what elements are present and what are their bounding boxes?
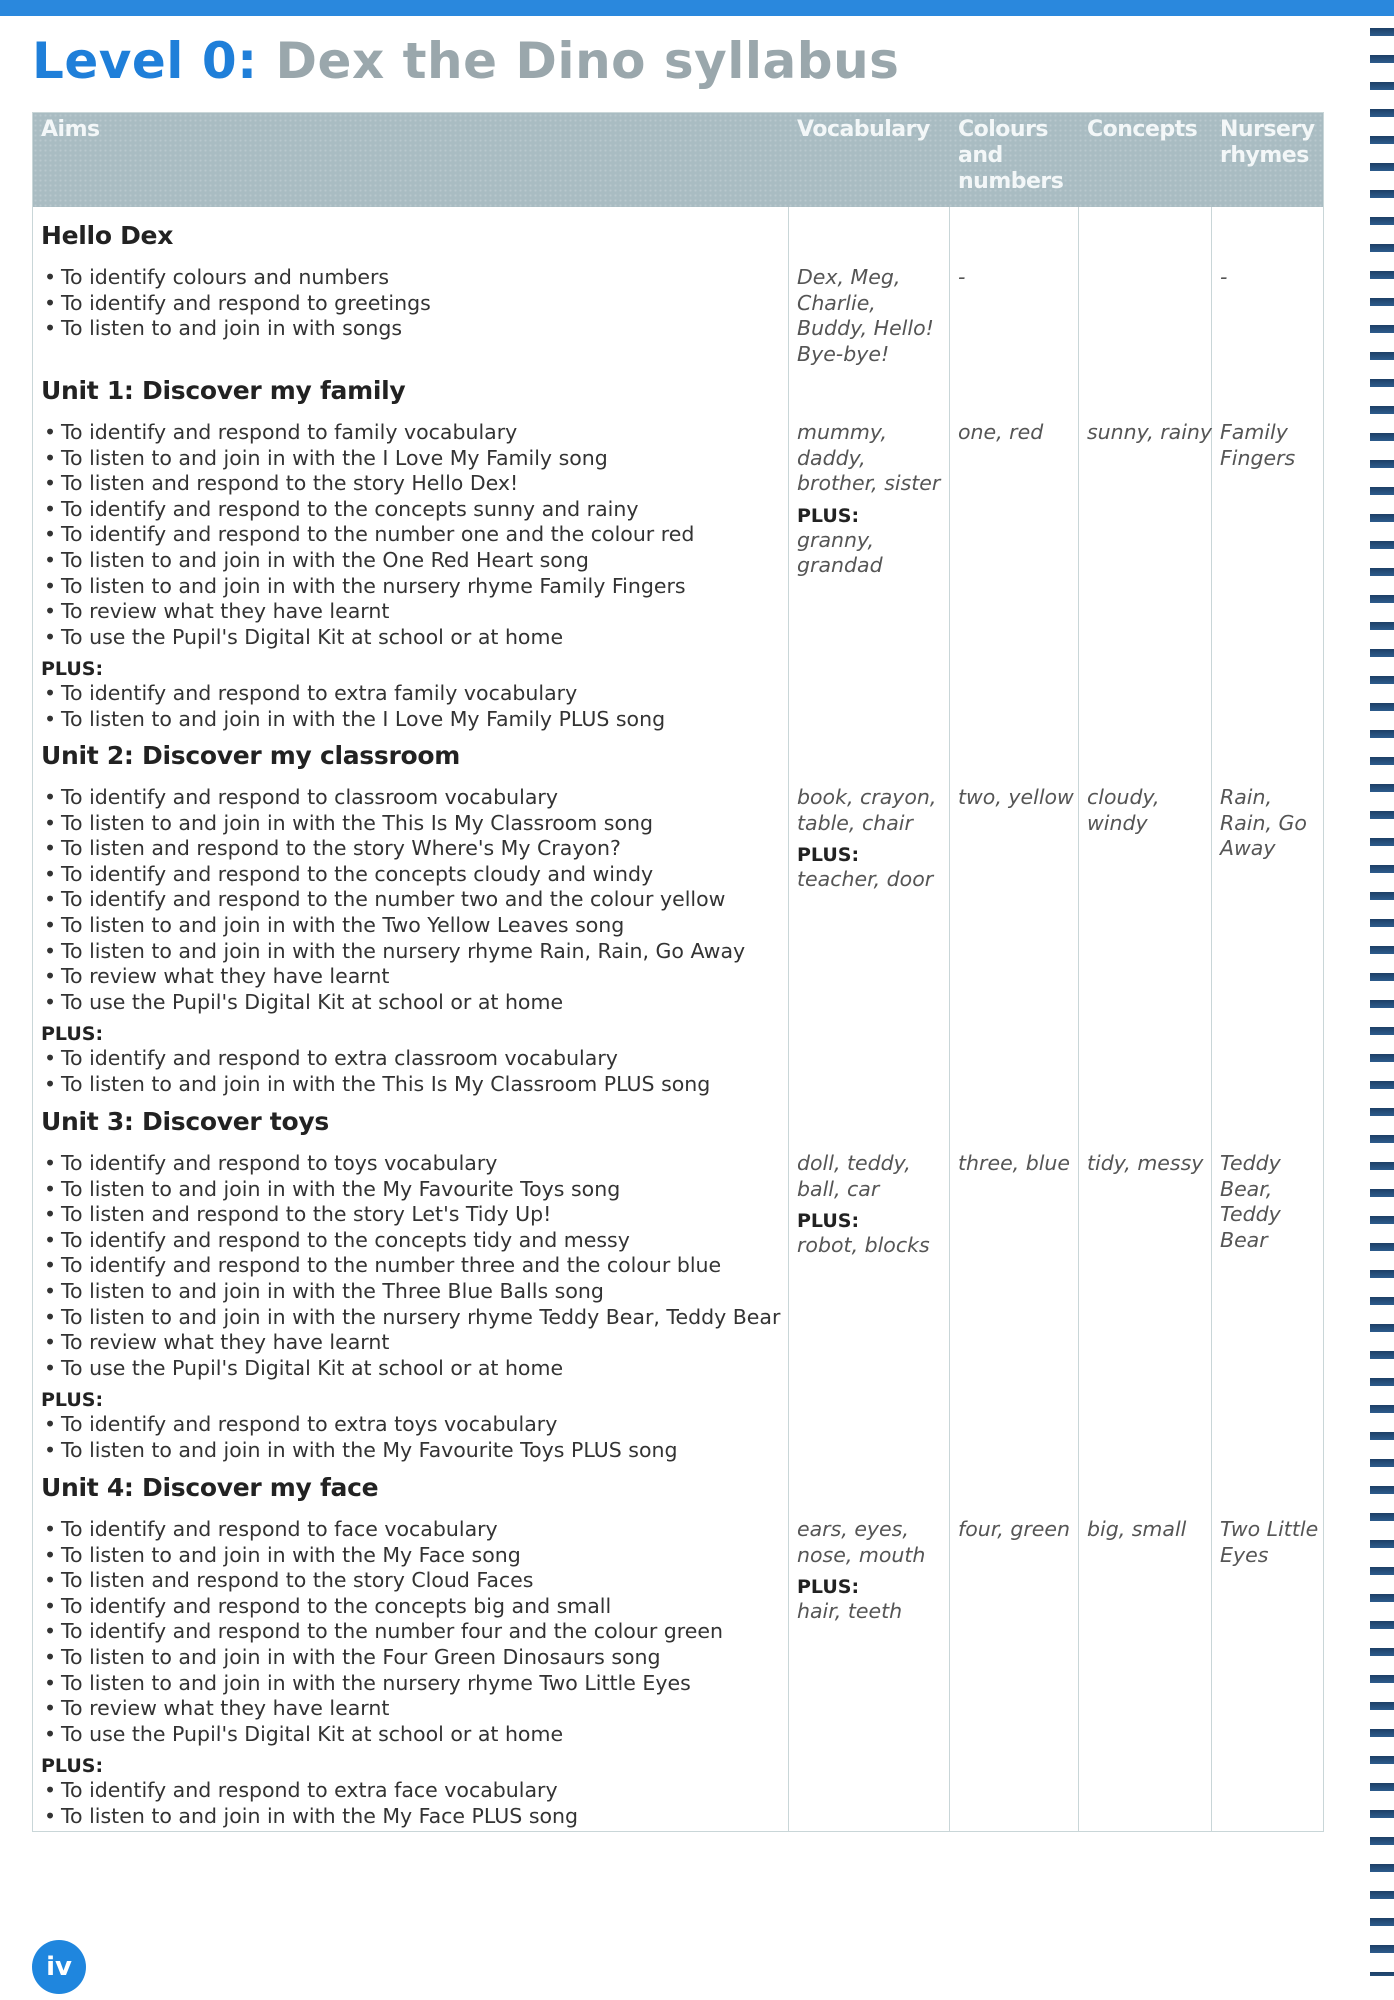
concepts-cell: cloudy, windy [1087, 785, 1160, 835]
aim-item: • To identify and respond to greetings [41, 291, 781, 317]
page-title [32, 32, 899, 90]
colours-numbers-cell: one, red [958, 420, 1044, 444]
plus-aim-item: • To identify and respond to extra classroom vocabulary [41, 1046, 781, 1072]
plus-label: PLUS: [41, 1023, 104, 1046]
vocabulary-text: book, crayon, table, chair [797, 785, 937, 835]
aim-item: • To listen to and join in with the nursery rhyme Two Little Eyes [41, 1671, 781, 1697]
concepts-cell: sunny, rainy [1087, 420, 1213, 444]
aim-item: • To listen and respond to the story Where's My Crayon? [41, 836, 781, 862]
plus-aim-item: • To listen to and join in with the My Face PLUS song [41, 1804, 781, 1830]
plus-aim-item: • To listen to and join in with the I Love My Family PLUS song [41, 707, 781, 733]
unit-title: Unit 1: Discover my family [41, 376, 406, 405]
unit-aims [41, 1151, 781, 1464]
page-number-badge: iv [32, 1940, 86, 1994]
aim-item: • To listen to and join in with the My Face song [41, 1543, 781, 1569]
spiral-binding [1370, 16, 1394, 1976]
top-banner [0, 0, 1394, 16]
aim-item: • To identify and respond to the concepts sunny and rainy [41, 497, 781, 523]
vocabulary-plus-label: PLUS: [797, 1576, 860, 1599]
aim-item: • To listen and respond to the story Hello Dex! [41, 471, 781, 497]
vocabulary-plus-text: granny, grandad [797, 527, 883, 578]
column-divider [1078, 207, 1079, 1831]
nursery-rhymes-cell: Rain, Rain, Go Away [1220, 785, 1307, 861]
aim-item: • To identify and respond to the concepts tidy and messy [41, 1228, 781, 1254]
plus-aim-item: • To identify and respond to extra face vocabulary [41, 1778, 781, 1804]
aim-item: • To review what they have learnt [41, 599, 781, 625]
plus-label: PLUS: [41, 658, 104, 681]
unit-aims [41, 265, 781, 342]
aim-item: • To listen to and join in with the This Is My Classroom song [41, 811, 781, 837]
nursery-rhymes-cell: Teddy Bear, Teddy Bear [1220, 1151, 1281, 1252]
aim-item: • To review what they have learnt [41, 1696, 781, 1722]
vocabulary-cell [797, 265, 947, 367]
colours-numbers-cell: - [958, 265, 966, 289]
vocabulary-text: doll, teddy, ball, car [797, 1151, 911, 1201]
aim-item: • To use the Pupil's Digital Kit at school or at home [41, 625, 781, 651]
title-level: Level 0: [32, 32, 258, 90]
vocabulary-plus-text: hair, teeth [797, 1599, 903, 1624]
plus-aim-item: • To identify and respond to extra family vocabulary [41, 681, 781, 707]
vocabulary-plus-text: teacher, door [797, 867, 934, 892]
syllabus-table [32, 112, 1324, 1832]
plus-label: PLUS: [41, 1755, 104, 1778]
aim-item: • To listen to and join in with the nursery rhyme Family Fingers [41, 574, 781, 600]
column-divider [949, 207, 950, 1831]
aim-item: • To use the Pupil's Digital Kit at school or at home [41, 1356, 781, 1382]
aim-item: • To listen to and join in with the My Favourite Toys song [41, 1177, 781, 1203]
concepts-cell: big, small [1087, 1517, 1187, 1541]
unit-aims [41, 785, 781, 1098]
aim-item: • To identify colours and numbers [41, 265, 781, 291]
aim-item: • To identify and respond to the number two and the colour yellow [41, 887, 781, 913]
aim-item: • To listen and respond to the story Cloud Faces [41, 1568, 781, 1594]
plus-aim-item: • To identify and respond to extra toys vocabulary [41, 1412, 781, 1438]
table-header [33, 113, 1323, 207]
unit-title: Unit 3: Discover toys [41, 1107, 329, 1136]
aim-item: • To identify and respond to toys vocabulary [41, 1151, 781, 1177]
nursery-rhymes-cell: Two Little Eyes [1220, 1517, 1319, 1567]
aim-item: • To listen to and join in with the Four Green Dinosaurs song [41, 1645, 781, 1671]
aim-item: • To listen to and join in with the Three Blue Balls song [41, 1279, 781, 1305]
unit-title: Unit 2: Discover my classroom [41, 741, 460, 770]
concepts-cell: tidy, messy [1087, 1151, 1204, 1175]
aim-item: • To identify and respond to the number three and the colour blue [41, 1253, 781, 1279]
vocabulary-cell [797, 1151, 947, 1259]
unit-title: Hello Dex [41, 221, 174, 250]
aim-item: • To identify and respond to face vocabulary [41, 1517, 781, 1543]
plus-label: PLUS: [41, 1389, 104, 1412]
unit-title: Unit 4: Discover my face [41, 1473, 379, 1502]
plus-aim-item: • To listen to and join in with the My Favourite Toys PLUS song [41, 1438, 781, 1464]
aim-item: • To identify and respond to family vocabulary [41, 420, 781, 446]
header-concepts: Concepts [1087, 117, 1198, 142]
vocabulary-cell [797, 785, 947, 893]
vocabulary-plus-label: PLUS: [797, 504, 860, 527]
plus-aim-item: • To listen to and join in with the This Is My Classroom PLUS song [41, 1072, 781, 1098]
unit-aims [41, 420, 781, 733]
unit-aims [41, 1517, 781, 1830]
header-nursery-rhymes: Nursery rhymes [1220, 117, 1315, 168]
aim-item: • To listen to and join in with songs [41, 316, 781, 342]
aim-item: • To identify and respond to classroom vocabulary [41, 785, 781, 811]
aim-item: • To use the Pupil's Digital Kit at school or at home [41, 1722, 781, 1748]
vocabulary-text: mummy, daddy, brother, sister [797, 420, 941, 496]
title-name: Dex the Dino syllabus [275, 32, 900, 90]
header-colours-numbers: Colours and numbers [958, 117, 1064, 194]
vocabulary-plus-label: PLUS: [797, 844, 860, 867]
aim-item: • To listen to and join in with the I Love My Family song [41, 446, 781, 472]
nursery-rhymes-cell: Family Fingers [1220, 420, 1296, 470]
vocabulary-cell [797, 1517, 947, 1625]
colours-numbers-cell: three, blue [958, 1151, 1071, 1175]
header-vocabulary: Vocabulary [797, 117, 930, 142]
aim-item: • To identify and respond to the number four and the colour green [41, 1619, 781, 1645]
aim-item: • To listen to and join in with the nursery rhyme Teddy Bear, Teddy Bear [41, 1305, 781, 1331]
aim-item: • To identify and respond to the number one and the colour red [41, 522, 781, 548]
colours-numbers-cell: four, green [958, 1517, 1070, 1541]
aim-item: • To identify and respond to the concepts cloudy and windy [41, 862, 781, 888]
column-divider [788, 207, 789, 1831]
vocabulary-plus-text: robot, blocks [797, 1233, 930, 1258]
aim-item: • To review what they have learnt [41, 1330, 781, 1356]
nursery-rhymes-cell: - [1220, 265, 1228, 289]
aim-item: • To listen to and join in with the One Red Heart song [41, 548, 781, 574]
vocabulary-text: ears, eyes, nose, mouth [797, 1517, 926, 1567]
aim-item: • To listen to and join in with the nursery rhyme Rain, Rain, Go Away [41, 939, 781, 965]
aim-item: • To listen to and join in with the Two Yellow Leaves song [41, 913, 781, 939]
aim-item: • To review what they have learnt [41, 964, 781, 990]
aim-item: • To listen and respond to the story Let's Tidy Up! [41, 1202, 781, 1228]
vocabulary-text: Dex, Meg, Charlie, Buddy, Hello! Bye-bye! [797, 265, 934, 366]
aim-item: • To use the Pupil's Digital Kit at school or at home [41, 990, 781, 1016]
colours-numbers-cell: two, yellow [958, 785, 1074, 809]
vocabulary-plus-label: PLUS: [797, 1210, 860, 1233]
header-aims: Aims [41, 117, 100, 142]
column-divider [1211, 207, 1212, 1831]
aim-item: • To identify and respond to the concepts big and small [41, 1594, 781, 1620]
vocabulary-cell [797, 420, 947, 579]
